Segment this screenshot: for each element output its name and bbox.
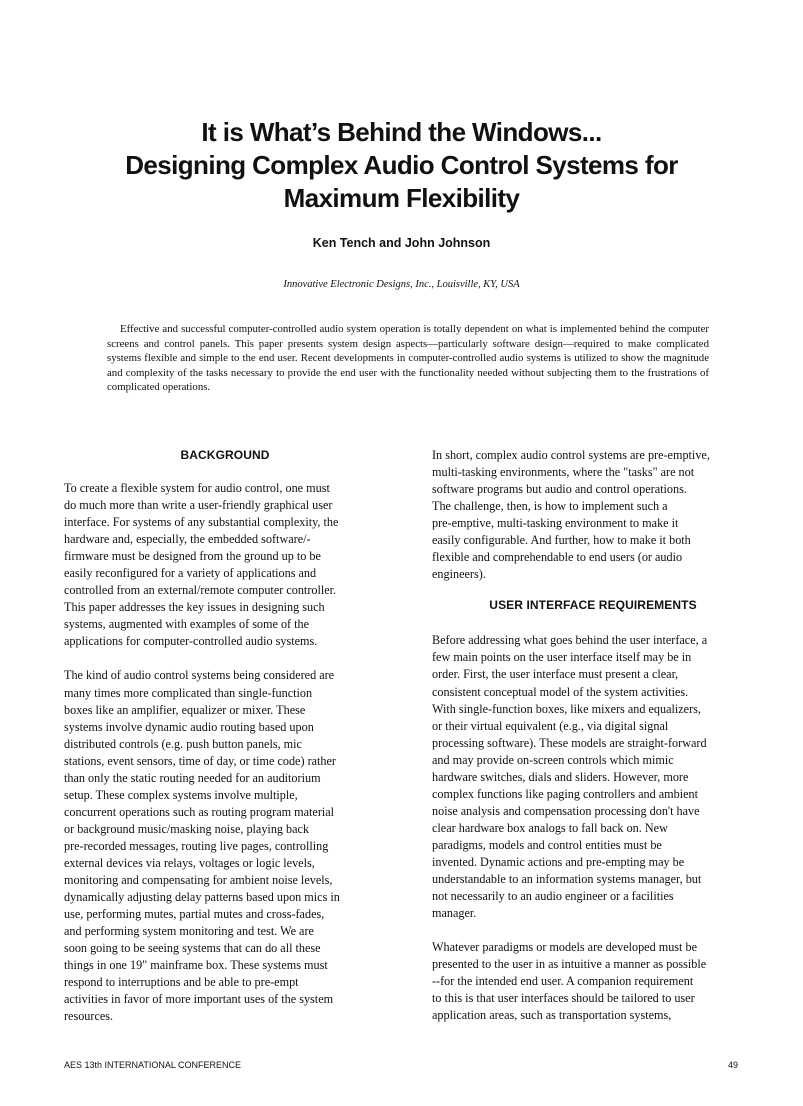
background-p2-line: pre-recorded messages, routing live pages, controlling bbox=[64, 838, 329, 853]
background-p1-line: interface. For systems of any substantial complexity, the bbox=[64, 515, 339, 530]
authors: Ken Tench and John Johnson bbox=[312, 236, 491, 250]
ui-p1-line: invented. Dynamic actions and pre-empting may be bbox=[432, 854, 685, 869]
background-p1-line: To create a flexible system for audio control, one must bbox=[64, 481, 330, 495]
ui-p1-line: hardware switches, dials and sliders. However, more bbox=[432, 769, 689, 784]
ui-p1-line: understandable to an information systems manager, but bbox=[432, 872, 702, 887]
background-paragraph-1 bbox=[64, 480, 386, 650]
ui-p2-line: Whatever paradigms or models are developed must be bbox=[432, 940, 697, 955]
background-p2-line: external devices via relays, voltages or logic levels, bbox=[64, 855, 315, 870]
ui-p1-line: or their virtual equivalent (e.g., via digital signal bbox=[432, 718, 669, 733]
background-p1-line: hardware and, especially, the embedded software/- bbox=[64, 532, 311, 547]
background-p2-line: systems involve dynamic audio routing based upon bbox=[64, 719, 314, 734]
background-p2-line: dynamically adjusting delay patterns based upon mics in bbox=[64, 890, 340, 905]
background-p2-line: use, performing mutes, partial mutes and cross-fades, bbox=[64, 907, 325, 922]
ui-p1-line: clear hardware box analogs to fall back on. New bbox=[432, 820, 668, 835]
right-column bbox=[432, 447, 754, 1024]
background-p1-line: easily reconfigured for a variety of applications and bbox=[64, 566, 317, 581]
background-p2-line: many times more complicated than single-function bbox=[64, 685, 313, 700]
right-intro-line: pre-emptive, multi-tasking environment to make it bbox=[432, 516, 679, 531]
ui-p1-line: order. First, the user interface must present a clear, bbox=[432, 667, 679, 682]
background-p2-line: setup. These complex systems involve multiple, bbox=[64, 787, 298, 802]
background-p2-line: boxes like an amplifier, equalizer or mixer. These bbox=[64, 702, 306, 717]
background-p2-line: soon going to be seeing systems that can do all these bbox=[64, 941, 321, 956]
background-p1-line: firmware must be designed from the ground up to be bbox=[64, 549, 321, 564]
paper-title bbox=[60, 116, 743, 215]
right-intro-line: The challenge, then, is how to implement such a bbox=[432, 499, 668, 514]
right-intro-line: software programs but audio and control operations. bbox=[432, 482, 687, 497]
background-p2-line: stations, event sensors, time of day, or time code) rather bbox=[64, 753, 336, 768]
background-p2-line: The kind of audio control systems being considered are bbox=[64, 668, 335, 683]
background-p2-line: resources. bbox=[64, 1009, 114, 1024]
footer-page-number: 49 bbox=[728, 1060, 739, 1070]
ui-p2-line: presented to the user in as intuitive a manner as possible bbox=[432, 957, 707, 972]
section-heading-background: BACKGROUND bbox=[180, 448, 270, 462]
ui-p1-line: processing software). These models are straight-forward bbox=[432, 735, 707, 750]
ui-p1-line: noise analysis and compensation processing don't have bbox=[432, 803, 700, 818]
footer-conference: AES 13th INTERNATIONAL CONFERENCE bbox=[64, 1060, 242, 1070]
ui-p2-line: application areas, such as transportation systems, bbox=[432, 1008, 672, 1023]
right-intro-line: flexible and comprehendable to end users (or audio bbox=[432, 550, 683, 565]
abstract-text: Effective and successful computer-controlled audio system operation is totally dependent on what is implemented behind the computer screens and control panels. This paper presents system design aspects—particularly software design—required to make complicated systems flexible and simple to the end user. Recent developments in computer-controlled audio systems is utilized to show the magnitude and complexity of the tasks necessary to provide the end user with the functionality needed without subjecting them to the frustrations of complicated operations. bbox=[107, 323, 709, 393]
ui-requirements-paragraph-2 bbox=[432, 939, 754, 1024]
ui-p1-line: With single-function boxes, like mixers and equalizers, bbox=[432, 701, 701, 716]
background-p1-line: systems, augmented with examples of some of the bbox=[64, 617, 310, 632]
ui-p2-line: to this is that user interfaces should be tailored to user bbox=[432, 991, 695, 1006]
background-paragraph-2 bbox=[64, 667, 386, 1025]
right-intro-line: engineers). bbox=[432, 567, 486, 582]
section-heading-ui-requirements: USER INTERFACE REQUIREMENTS bbox=[489, 598, 697, 613]
right-intro-line: In short, complex audio control systems are pre-emptive, bbox=[432, 448, 710, 462]
background-p1-line: This paper addresses the key issues in designing such bbox=[64, 600, 325, 615]
background-p2-line: things in one 19" mainframe box. These systems must bbox=[64, 958, 328, 973]
background-p2-line: than only the static routing needed for an auditorium bbox=[64, 770, 321, 785]
ui-p2-line: --for the intended end user. A companion requirement bbox=[432, 974, 694, 989]
ui-p1-line: manager. bbox=[432, 906, 477, 921]
background-p2-line: or background music/masking noise, playing back bbox=[64, 821, 310, 836]
background-p1-line: applications for computer-controlled audio systems. bbox=[64, 634, 318, 649]
abstract bbox=[107, 322, 709, 395]
right-intro-line: easily configurable. And further, how to make it both bbox=[432, 533, 691, 548]
background-p1-line: controlled from an external/remote computer controller. bbox=[64, 583, 337, 598]
ui-p1-line: complex functions like paging controllers and ambient bbox=[432, 786, 699, 801]
ui-p1-line: Before addressing what goes behind the user interface, a bbox=[432, 633, 708, 648]
ui-p1-line: not necessarily to an audio engineer or a facilities bbox=[432, 889, 674, 904]
background-p2-line: concurrent operations such as routing program material bbox=[64, 804, 335, 819]
ui-p1-line: consistent conceptual model of the system activities. bbox=[432, 684, 689, 699]
left-column bbox=[64, 447, 386, 1025]
background-p2-line: activities in favor of more important uses of the system bbox=[64, 992, 334, 1007]
background-p1-line: do much more than write a user-friendly graphical user bbox=[64, 498, 333, 513]
right-intro-paragraph bbox=[432, 447, 754, 583]
title-line-2: Designing Complex Audio Control Systems for bbox=[125, 150, 678, 180]
title-line-1: It is What’s Behind the Windows... bbox=[201, 117, 602, 147]
ui-p1-line: and may provide on-screen controls which mimic bbox=[432, 752, 674, 767]
right-intro-line: multi-tasking environments, where the "tasks" are not bbox=[432, 465, 695, 480]
affiliation: Innovative Electronic Designs, Inc., Louisville, KY, USA bbox=[283, 279, 520, 290]
background-p2-line: distributed controls (e.g. push button panels, mic bbox=[64, 736, 302, 751]
background-p2-line: and performing system monitoring and test. We are bbox=[64, 924, 314, 939]
ui-p1-line: few main points on the user interface itself may be in bbox=[432, 650, 692, 665]
ui-p1-line: paradigms, models and control entities must be bbox=[432, 837, 662, 852]
background-p2-line: respond to interruptions and be able to pre-empt bbox=[64, 975, 299, 990]
background-p2-line: monitoring and compensating for ambient noise levels, bbox=[64, 873, 333, 888]
ui-requirements-paragraph-1 bbox=[432, 632, 754, 922]
title-line-3: Maximum Flexibility bbox=[283, 183, 520, 213]
